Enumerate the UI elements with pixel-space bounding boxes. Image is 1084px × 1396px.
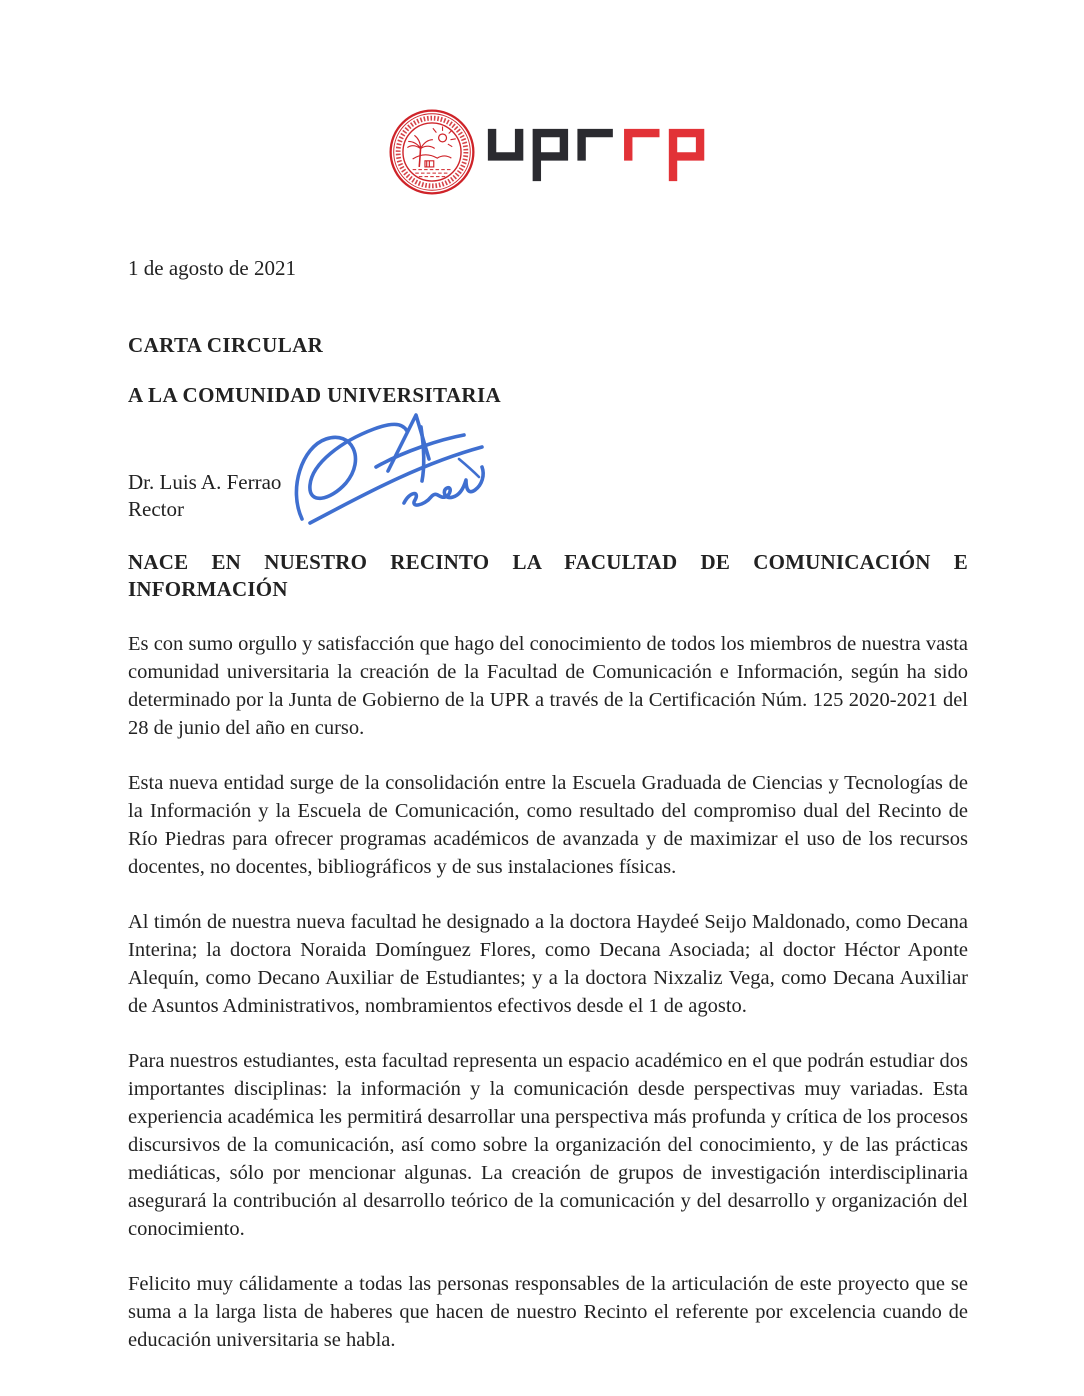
- letter-subject-heading: [128, 549, 968, 603]
- letter-type-label: CARTA CIRCULAR: [128, 333, 324, 357]
- subject-heading-line1: NACE EN NUESTRO RECINTO LA FACULTAD DE COMUNICACIÓN E: [128, 550, 968, 574]
- letter-date: 1 de agosto de 2021: [128, 256, 296, 280]
- paragraph-1: Es con sumo orgullo y satisfacción que hago del conocimiento de todos los miembros de nuestra vasta comunidad universitaria la creación de la Facultad de Comunicación e Información, según ha sido determinado por la Junta de Gobierno de la UPR a través de la Certificación Núm. 125 2020-2021 del 28 de junio del año en curso.: [128, 633, 968, 739]
- sender-name: Dr. Luis A. Ferrao: [128, 470, 282, 494]
- sender-title: Rector: [128, 497, 184, 521]
- paragraph-2: Esta nueva entidad surge de la consolidación entre la Escuela Graduada de Ciencias y Tecnologías de la Información y la Escuela de Comunicación, como resultado del compromiso dual del Recinto de Río Piedras para ofrecer programas académicos de avanzada y de maximizar el uso de los recursos docentes, no docentes, bibliográficos y de sus instalaciones físicas.: [128, 772, 968, 878]
- university-seal-icon: [388, 108, 476, 196]
- subject-heading-line2: INFORMACIÓN: [128, 577, 288, 601]
- recipient-line: A LA COMUNIDAD UNIVERSITARIA: [128, 383, 502, 407]
- paragraph-3: Al timón de nuestra nueva facultad he designado a la doctora Haydeé Seijo Maldonado, como Decana Interina; la doctora Noraida Domínguez Flores, como Decana Asociada; al doctor Héctor Aponte Alequín, como Decano Auxiliar de Estudiantes; y a la doctora Nixzaliz Vega, como Decana Auxiliar de Asuntos Administrativos, nombramientos efectivos desde el 1 de agosto.: [128, 911, 968, 1017]
- paragraph-5: Felicito muy cálidamente a todas las personas responsables de la articulación de este proyecto que se suma a la larga lista de haberes que hacen de nuestro Recinto el referente por excelencia cuando de educación universitaria se habla.: [128, 1273, 968, 1351]
- paragraph-4: Para nuestros estudiantes, esta facultad representa un espacio académico en el que podrán estudiar dos importantes disciplinas: la información y la comunicación desde perspectivas muy variadas. Esta experiencia académica les permitirá desarrollar una perspectiva más profunda y crítica de los procesos discursivos de la comunicación, así como sobre la organización del conocimiento, y de las prácticas mediáticas, sólo por mencionar algunas. La creación de grupos de investigación interdisciplinaria asegurará la contribución al desarrollo teórico de la comunicación y del desarrollo y organización del conocimiento.: [128, 1050, 968, 1240]
- sender-block: [128, 469, 968, 525]
- uprrp-logo: [128, 112, 968, 192]
- signature-ink: [286, 407, 496, 535]
- uprrp-wordmark: [486, 124, 708, 186]
